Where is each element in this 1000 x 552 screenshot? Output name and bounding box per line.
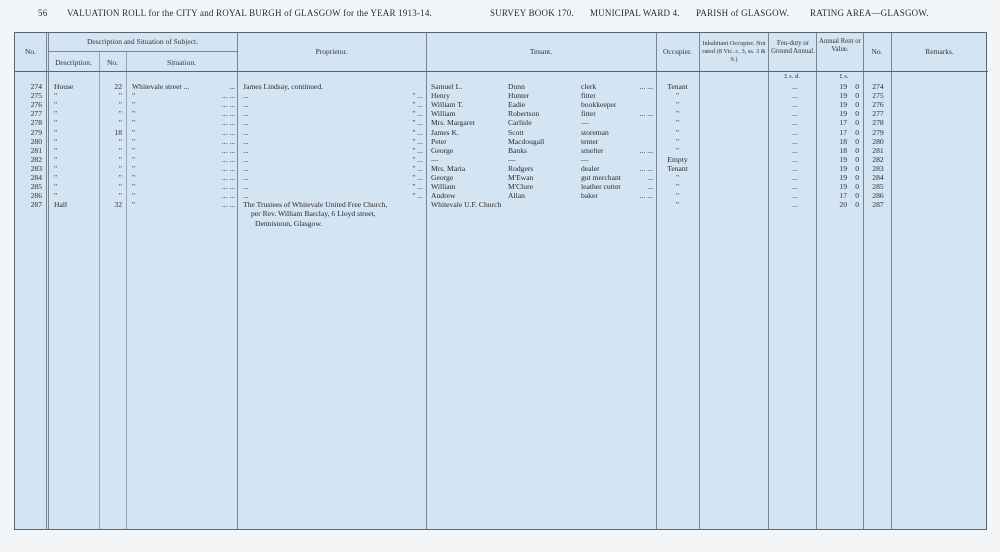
tenant-first: Peter — [431, 136, 447, 146]
col-header-occupier: Occupier. — [663, 47, 692, 56]
proprietor-dots: " ... — [412, 127, 423, 137]
row-number-right: 283 — [872, 163, 884, 173]
situation: " — [132, 109, 136, 119]
tenant-occupation: bookkeeper — [581, 100, 617, 110]
tenant-first: Mrs. Margaret — [431, 118, 475, 128]
rent-shillings: 0 — [855, 182, 859, 192]
house-number: " — [118, 182, 122, 192]
row-number-right: 286 — [872, 191, 884, 201]
tenant-last: Allan — [508, 191, 525, 201]
house-number: " — [118, 109, 122, 119]
municipal-ward: MUNICIPAL WARD 4. — [590, 8, 680, 18]
row-number: 277 — [30, 109, 42, 119]
tenant-occupation: fitter — [581, 91, 596, 101]
feu-duty: ... — [792, 145, 798, 155]
proprietor-dots: " ... — [412, 145, 423, 155]
feu-duty: ... — [792, 163, 798, 173]
rent-shillings: 0 — [855, 154, 859, 164]
proprietor: ... — [243, 118, 249, 128]
situation-dots: ... ... — [221, 173, 235, 182]
situation: " — [132, 136, 136, 146]
feu-duty: ... — [792, 91, 798, 101]
tenant-last: M'Clure — [508, 182, 533, 192]
col-header-house-no: No. — [106, 58, 119, 67]
tenant-occupation: storeman — [581, 127, 609, 137]
tenant-occupation: dealer — [581, 163, 600, 173]
rent-pounds: 17 — [839, 127, 847, 137]
house-number: " — [118, 154, 122, 164]
rent-shillings: 0 — [855, 163, 859, 173]
tenant-last: Hunter — [508, 91, 530, 101]
tenant-last: Scott — [508, 127, 524, 137]
row-number: 279 — [30, 127, 42, 137]
proprietor-dots: " ... — [412, 100, 423, 110]
situation: " — [132, 182, 136, 192]
feu-duty: ... — [792, 109, 798, 119]
tenant-last: Robertson — [508, 109, 540, 119]
tenant-first: Whitevale U.F. Church — [431, 200, 502, 210]
rent-pounds: 17 — [839, 191, 847, 201]
occupier: Empty — [667, 154, 688, 164]
situation-dots: ... ... — [221, 109, 235, 119]
tenant-first: Andrew — [431, 191, 456, 201]
situation: " — [132, 154, 136, 164]
description: " — [54, 100, 58, 110]
tenant-dots: ... ... — [639, 145, 653, 155]
situation-dots: ... ... — [221, 118, 235, 128]
col-header-feu-duty: Feu-duty or Ground Annual. — [771, 40, 815, 55]
col-header-no-right: No. — [871, 47, 883, 56]
house-number: " — [118, 136, 122, 146]
situation-dots: ... — [229, 82, 235, 91]
row-number-right: 285 — [872, 182, 884, 192]
row-number: 284 — [30, 173, 42, 182]
house-number: " — [118, 118, 122, 128]
rent-shillings: 0 — [855, 100, 859, 110]
rating-area: RATING AREA—GLASGOW. — [810, 8, 929, 18]
situation-dots: ... ... — [221, 154, 235, 164]
tenant-occupation: clerk — [581, 82, 597, 91]
feu-duty: ... — [792, 136, 798, 146]
description: " — [54, 163, 58, 173]
proprietor-continued: Dennistoun, Glasgow. — [255, 218, 323, 228]
description: " — [54, 191, 58, 201]
rent-pounds: 19 — [839, 182, 847, 192]
col-header-description: Description. — [55, 58, 92, 67]
situation-dots: ... ... — [221, 127, 235, 137]
description: " — [54, 182, 58, 192]
situation: " — [132, 200, 136, 210]
occupier: " — [675, 127, 680, 137]
tenant-occupation: smelter — [581, 145, 604, 155]
situation-dots: ... ... — [221, 182, 235, 192]
row-number: 285 — [30, 182, 42, 192]
tenant-dots: ... ... — [639, 109, 653, 119]
row-number: 287 — [30, 200, 42, 210]
description: " — [54, 136, 58, 146]
tenant-last: Banks — [508, 145, 527, 155]
tenant-first: George — [431, 173, 454, 182]
row-number-right: 282 — [872, 154, 884, 164]
situation: " — [132, 145, 136, 155]
occupier: " — [675, 109, 680, 119]
row-number-right: 281 — [872, 145, 884, 155]
rent-pounds: 19 — [839, 163, 847, 173]
page-number: 56 — [38, 8, 48, 18]
situation: " — [132, 191, 136, 201]
occupier: " — [675, 182, 680, 192]
proprietor-dots: " ... — [412, 163, 423, 173]
tenant-last: M'Ewan — [508, 173, 534, 182]
proprietor: ... — [243, 91, 249, 101]
tenant-first: William — [431, 182, 456, 192]
house-number: " — [118, 100, 122, 110]
feu-duty: ... — [792, 173, 798, 182]
situation-dots: ... ... — [221, 191, 235, 201]
house-number: 32 — [114, 200, 122, 210]
proprietor: ... — [243, 173, 249, 182]
row-number-right: 284 — [872, 173, 884, 182]
description: " — [54, 91, 58, 101]
occupier: Tenant — [667, 82, 688, 91]
tenant-last: Dunn — [508, 82, 525, 91]
description: Hall — [54, 200, 68, 210]
rent-pounds: 18 — [839, 136, 847, 146]
col-header-description-group: Description and Situation of Subject. — [86, 37, 199, 46]
proprietor-dots: " ... — [412, 173, 423, 182]
rent-shillings: 0 — [855, 118, 859, 128]
tenant-first: — — [431, 154, 439, 164]
proprietor: ... — [243, 100, 249, 110]
description: " — [54, 145, 58, 155]
description: " — [54, 109, 58, 119]
rent-pounds: 20 — [839, 200, 847, 210]
feu-duty: ... — [792, 182, 798, 192]
row-number: 274 — [30, 82, 42, 91]
roll-title: VALUATION ROLL for the CITY and ROYAL BURGH of GLASGOW for the YEAR 1913-14. — [67, 8, 432, 18]
situation-dots: ... ... — [221, 145, 235, 155]
situation: " — [132, 127, 136, 137]
occupier: " — [675, 200, 680, 210]
description: " — [54, 154, 58, 164]
tenant-last: Carlisle — [508, 118, 532, 128]
tenant-last: Eadie — [508, 100, 526, 110]
proprietor-continued: per Rev. William Barclay, 6 Lloyd street, — [251, 209, 376, 219]
occupier: " — [675, 118, 680, 128]
row-number: 281 — [30, 145, 42, 155]
survey-book: SURVEY BOOK 170. — [490, 8, 574, 18]
tenant-dots: ... ... — [639, 82, 653, 91]
occupier: " — [675, 100, 680, 110]
occupier: " — [675, 91, 680, 101]
tenant-occupation: baker — [581, 191, 598, 201]
description: " — [54, 118, 58, 128]
house-number: " — [118, 191, 122, 201]
house-number: " — [118, 163, 122, 173]
feu-duty: ... — [792, 191, 798, 201]
rent-pounds: 19 — [839, 109, 847, 119]
tenant-last: — — [508, 154, 516, 164]
rent-pounds: 19 — [839, 100, 847, 110]
rent-shillings: 0 — [855, 82, 859, 91]
tenant-first: James K. — [431, 127, 459, 137]
proprietor: ... — [243, 154, 249, 164]
situation: " — [132, 173, 136, 182]
situation-dots: ... ... — [221, 200, 235, 210]
rent-shillings: 0 — [855, 91, 859, 101]
rent-shillings: 0 — [855, 145, 859, 155]
row-number: 278 — [30, 118, 42, 128]
col-header-proprietor: Proprietor. — [315, 47, 348, 56]
rent-pounds: 19 — [839, 91, 847, 101]
row-number-right: 276 — [872, 100, 884, 110]
rent-shillings: 0 — [855, 109, 859, 119]
proprietor: ... — [243, 191, 249, 201]
rent-pounds: 18 — [839, 145, 847, 155]
house-number: 18 — [114, 127, 122, 137]
rent-units: £ s. — [839, 73, 849, 80]
occupier: " — [675, 191, 680, 201]
rent-shillings: 0 — [855, 200, 859, 210]
situation-dots: ... ... — [221, 100, 235, 110]
tenant-occupation: gut merchant — [581, 173, 621, 182]
occupier: Tenant — [667, 163, 688, 173]
feu-duty: ... — [792, 200, 798, 210]
tenant-first: Samuel L. — [431, 82, 463, 91]
tenant-dots: ... — [647, 182, 653, 192]
occupier: " — [675, 145, 680, 155]
rent-pounds: 19 — [839, 154, 847, 164]
row-number-right: 277 — [872, 109, 884, 119]
tenant-first: William — [431, 109, 456, 119]
tenant-dots: ... — [647, 173, 653, 182]
tenant-first: George — [431, 145, 454, 155]
rent-pounds: 17 — [839, 118, 847, 128]
rent-shillings: 0 — [855, 136, 859, 146]
feu-duty: ... — [792, 100, 798, 110]
house-number: " — [118, 145, 122, 155]
proprietor: The Trustees of Whitevale United Free Church, — [243, 200, 388, 210]
proprietor-dots: " ... — [412, 109, 423, 119]
occupier: " — [675, 173, 680, 182]
situation: " — [132, 118, 136, 128]
proprietor-dots: " ... — [412, 154, 423, 164]
situation: " — [132, 100, 136, 110]
description: House — [54, 82, 74, 91]
row-number-right: 287 — [872, 200, 884, 210]
proprietor: ... — [243, 127, 249, 137]
proprietor-dots: " ... — [412, 136, 423, 146]
feu-duty: ... — [792, 82, 798, 91]
row-number-right: 280 — [872, 136, 884, 146]
row-number-right: 274 — [872, 82, 884, 91]
situation: " — [132, 91, 136, 101]
proprietor-dots: " ... — [412, 182, 423, 192]
situation-dots: ... ... — [221, 91, 235, 101]
proprietor: ... — [243, 109, 249, 119]
col-header-remarks: Remarks. — [925, 47, 954, 56]
house-number: " — [118, 173, 122, 182]
col-header-tenant: Tenant. — [529, 47, 553, 56]
house-number: " — [118, 91, 122, 101]
col-header-no: No. — [24, 47, 37, 56]
tenant-first: Mrs. Maria — [431, 163, 466, 173]
rent-shillings: 0 — [855, 191, 859, 201]
parish: PARISH of GLASGOW. — [696, 8, 790, 18]
col-header-annual-rent: Annual Rent or Value. — [819, 38, 861, 53]
valuation-table — [14, 32, 987, 530]
row-number: 282 — [30, 154, 42, 164]
tenant-occupation: — — [581, 154, 589, 164]
rent-pounds: 19 — [839, 82, 847, 91]
row-number: 280 — [30, 136, 42, 146]
row-number-right: 278 — [872, 118, 884, 128]
description: " — [54, 127, 58, 137]
situation: " — [132, 163, 136, 173]
row-number-right: 275 — [872, 91, 884, 101]
feu-units: £ s. d. — [784, 73, 800, 80]
house-number: 22 — [114, 82, 122, 91]
proprietor: ... — [243, 136, 249, 146]
tenant-first: William T. — [431, 100, 464, 110]
situation-dots: ... ... — [221, 163, 235, 173]
col-header-inhabitant: Inhabitant Occupier. Not rated (8 Vic. c. 3, ss. 3 & 9.) — [702, 40, 766, 63]
proprietor: ... — [243, 182, 249, 192]
row-number: 275 — [30, 91, 42, 101]
row-number-right: 279 — [872, 127, 884, 137]
tenant-first: Henry — [431, 91, 450, 101]
rent-shillings: 0 — [855, 173, 859, 182]
proprietor-dots: " ... — [412, 91, 423, 101]
tenant-occupation: — — [581, 118, 589, 128]
row-number: 283 — [30, 163, 42, 173]
feu-duty: ... — [792, 127, 798, 137]
tenant-occupation: leather cutter — [581, 182, 621, 192]
proprietor: James Lindsay, continued. — [243, 82, 324, 91]
situation: Whitevale street ... — [132, 82, 190, 91]
situation-dots: ... ... — [221, 136, 235, 146]
row-number: 276 — [30, 100, 42, 110]
tenant-last: Macdougall — [508, 136, 545, 146]
occupier: " — [675, 136, 680, 146]
feu-duty: ... — [792, 154, 798, 164]
row-number: 286 — [30, 191, 42, 201]
feu-duty: ... — [792, 118, 798, 128]
col-header-situation: Situation. — [167, 58, 196, 67]
tenant-dots: ... ... — [639, 191, 653, 201]
tenant-dots: ... ... — [639, 163, 653, 173]
tenant-occupation: fitter — [581, 109, 596, 119]
description: " — [54, 173, 58, 182]
proprietor-dots: " ... — [412, 191, 423, 201]
tenant-last: Rodgers — [508, 163, 534, 173]
rent-pounds: 19 — [839, 173, 847, 182]
proprietor: ... — [243, 163, 249, 173]
rent-shillings: 0 — [855, 127, 859, 137]
tenant-occupation: tenter — [581, 136, 599, 146]
proprietor: ... — [243, 145, 249, 155]
page-header — [10, 8, 990, 22]
proprietor-dots: " ... — [412, 118, 423, 128]
